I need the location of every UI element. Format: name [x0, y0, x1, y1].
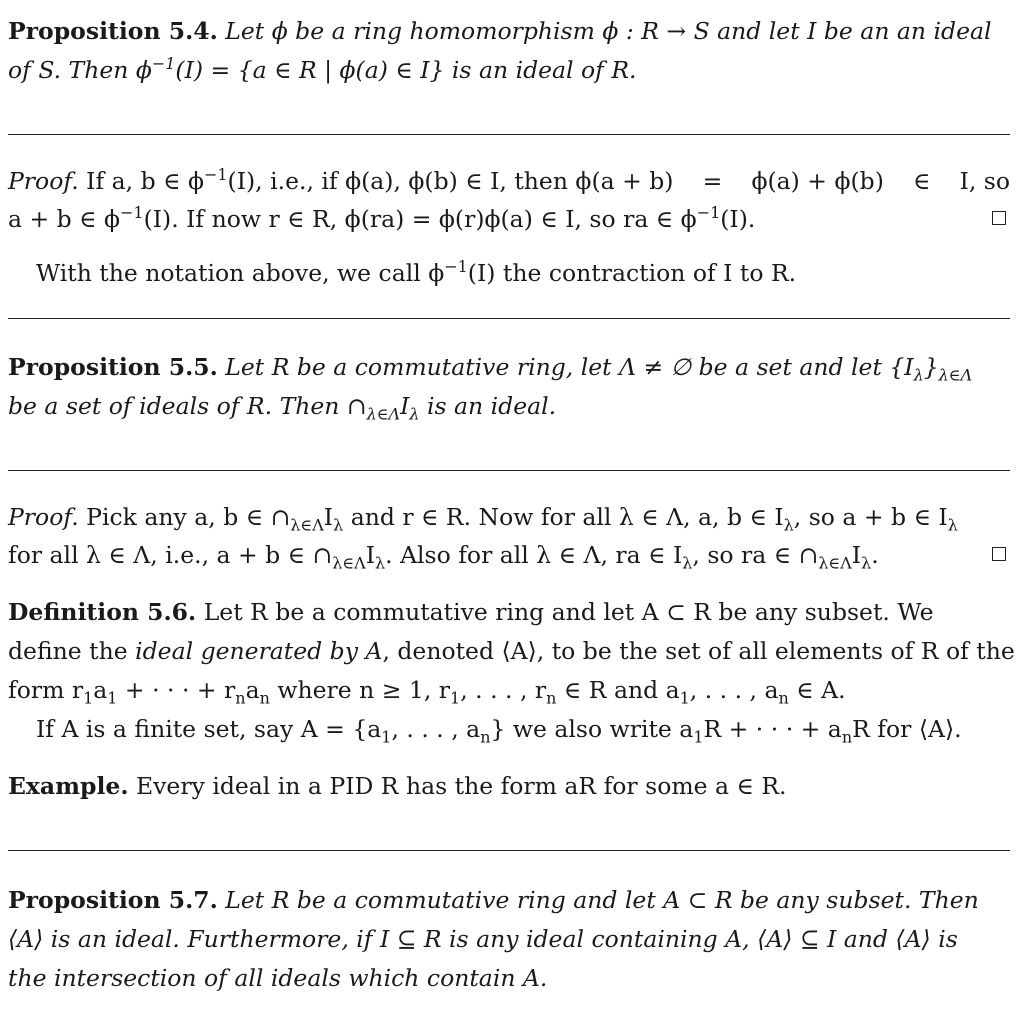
text-run: With the notation above, we call ϕ: [36, 259, 445, 287]
subscript: λ: [409, 404, 420, 424]
def-5-6-line-2: [8, 637, 1015, 665]
text-run: and r ∈ R. Now for all λ ∈ Λ, a, b ∈ I: [350, 503, 784, 531]
superscript: −1: [151, 54, 176, 74]
emphasis: ideal generated by A: [135, 637, 383, 665]
text-run: R for ⟨A⟩.: [852, 715, 962, 743]
subscript: λ: [682, 553, 693, 573]
subscript: λ: [861, 553, 872, 573]
subscript: λ: [375, 553, 386, 573]
proof-5-5-line-1: [8, 503, 1010, 535]
text-run: a: [245, 676, 260, 704]
def-5-6-line-3: [8, 676, 1010, 708]
superscript: −1: [203, 165, 228, 185]
text-run: where n ≥ 1, r: [269, 676, 451, 704]
subscript: n: [546, 688, 557, 708]
text-run: be a set of ideals of R. Then ∩: [8, 392, 367, 420]
text-run: (I) = {a ∈ R | ϕ(a) ∈ I} is an ideal of R.: [175, 56, 637, 84]
example-text: Every ideal in a PID R has the form aR for some a ∈ R.: [136, 772, 787, 800]
example-line: [8, 772, 1010, 800]
text-run: , so a + b ∈ I: [793, 503, 948, 531]
subscript: n: [235, 688, 246, 708]
text-run: ∈ R and a: [556, 676, 680, 704]
text-run: Let R be a commutative ring and let A ⊂ R be any subset. Then: [225, 886, 979, 914]
prop-5-5-label: Proposition 5.5.: [8, 353, 218, 381]
example-label: Example.: [8, 772, 129, 800]
text-run: Pick any a, b ∈ ∩: [86, 503, 291, 531]
text-run: .: [871, 541, 879, 569]
subscript: λ: [913, 365, 924, 385]
text-run: (I), i.e., if ϕ(a), ϕ(b) ∈ I, then ϕ(a + b): [227, 167, 674, 195]
subscript: n: [259, 688, 270, 708]
superscript: −1: [444, 257, 468, 277]
qed-box: [992, 547, 1006, 561]
text-run: Let R be a commutative ring and let A ⊂ R be any subset. We: [203, 598, 934, 626]
text-run: Let R be a commutative ring, let Λ ≠ ∅ be a set and let {I: [225, 353, 914, 381]
divider-2: [8, 318, 1010, 319]
subscript: λ∈Λ: [818, 553, 852, 573]
subscript: 1: [679, 688, 690, 708]
text-run: . Also for all λ ∈ Λ, ra ∈ I: [385, 541, 683, 569]
subscript: λ∈Λ: [290, 515, 324, 535]
subscript: λ∈Λ: [366, 404, 401, 424]
text-run: R + · · · + a: [703, 715, 842, 743]
subscript: n: [841, 727, 853, 747]
text-run: of S. Then ϕ: [8, 56, 152, 84]
divider-3: [8, 470, 1010, 471]
prop-5-4-line-1: [8, 17, 1010, 45]
text-run: form r: [8, 676, 84, 704]
text-run: , . . . , a: [689, 676, 779, 704]
proof-label: Proof.: [8, 167, 79, 195]
subscript: λ: [333, 515, 344, 535]
text-run: } we also write a: [490, 715, 694, 743]
text-run-group: [225, 353, 973, 385]
def-5-6-line-1: [8, 598, 1010, 626]
divider-4: [8, 850, 1010, 851]
text-run: If A is a finite set, say A = {a: [36, 715, 382, 743]
text-run: (I).: [720, 205, 756, 233]
contraction-note: [36, 257, 1010, 287]
subscript: n: [480, 727, 491, 747]
text-run: }: [923, 353, 939, 381]
subscript: 1: [450, 688, 461, 708]
text-run: ∈ A.: [788, 676, 846, 704]
superscript: −1: [120, 203, 144, 223]
prop-5-7-line-1: [8, 886, 1010, 914]
prop-5-4-text-1: Let ϕ be a ring homomorphism ϕ : R → S and let I be an an ideal: [225, 17, 992, 45]
text-run: for all λ ∈ Λ, i.e., a + b ∈ ∩: [8, 541, 333, 569]
subscript: 1: [83, 688, 94, 708]
text-run: a: [93, 676, 108, 704]
prop-5-5-line-1: [8, 353, 1010, 385]
text-run: + · · · + r: [117, 676, 236, 704]
proof-5-4-line-1: [8, 165, 1010, 195]
text-run: I: [323, 503, 334, 531]
def-5-6-line-4: [36, 715, 1010, 747]
text-run: , . . . , a: [391, 715, 481, 743]
text-run: (I). If now r ∈ R, ϕ(ra) = ϕ(r)ϕ(a) ∈ I, so ra ∈ ϕ: [143, 205, 697, 233]
text-run: a + b ∈ ϕ: [8, 205, 121, 233]
text-run: I, so: [959, 167, 1010, 195]
text-run: (I) the contraction of I to R.: [467, 259, 797, 287]
prop-5-4-line-2: [8, 54, 1010, 84]
text-run: I: [851, 541, 862, 569]
superscript: −1: [696, 203, 721, 223]
subscript: λ∈Λ: [938, 365, 973, 385]
proof-5-4-line-2: [8, 203, 1010, 233]
text-run: =: [702, 167, 723, 195]
divider-1: [8, 134, 1010, 135]
text-run: , so ra ∈ ∩: [692, 541, 819, 569]
subscript: 1: [107, 688, 118, 708]
prop-5-5-line-2: [8, 392, 1010, 424]
text-run: is an ideal.: [426, 392, 557, 420]
proof-label: Proof.: [8, 503, 79, 531]
prop-5-7-label: Proposition 5.7.: [8, 886, 218, 914]
proof-5-5-line-2: [8, 541, 1010, 573]
prop-5-7-line-3: the intersection of all ideals which contain A.: [8, 964, 548, 992]
subscript: λ: [947, 515, 958, 535]
text-run: define the: [8, 637, 128, 665]
text-run: I: [400, 392, 410, 420]
text-run: ∈: [913, 167, 931, 195]
subscript: λ∈Λ: [332, 553, 366, 573]
text-run: , . . . , r: [460, 676, 547, 704]
text-run-group: [8, 165, 674, 195]
text-run: ϕ(a) + ϕ(b): [751, 167, 884, 195]
prop-5-7-line-2: ⟨A⟩ is an ideal. Furthermore, if I ⊆ R is any ideal containing A, ⟨A⟩ ⊆ I and ⟨A⟩ is: [8, 925, 958, 953]
subscript: 1: [693, 727, 704, 747]
qed-box: [992, 211, 1006, 225]
text-run: If a, b ∈ ϕ: [86, 167, 204, 195]
subscript: n: [778, 688, 789, 708]
text-run: I: [365, 541, 375, 569]
prop-5-4-label: Proposition 5.4.: [8, 17, 218, 45]
subscript: λ: [783, 515, 794, 535]
text-run: , denoted ⟨A⟩, to be the set of all elements of R of the: [382, 637, 1015, 665]
def-5-6-label: Definition 5.6.: [8, 598, 197, 626]
subscript: 1: [381, 727, 392, 747]
